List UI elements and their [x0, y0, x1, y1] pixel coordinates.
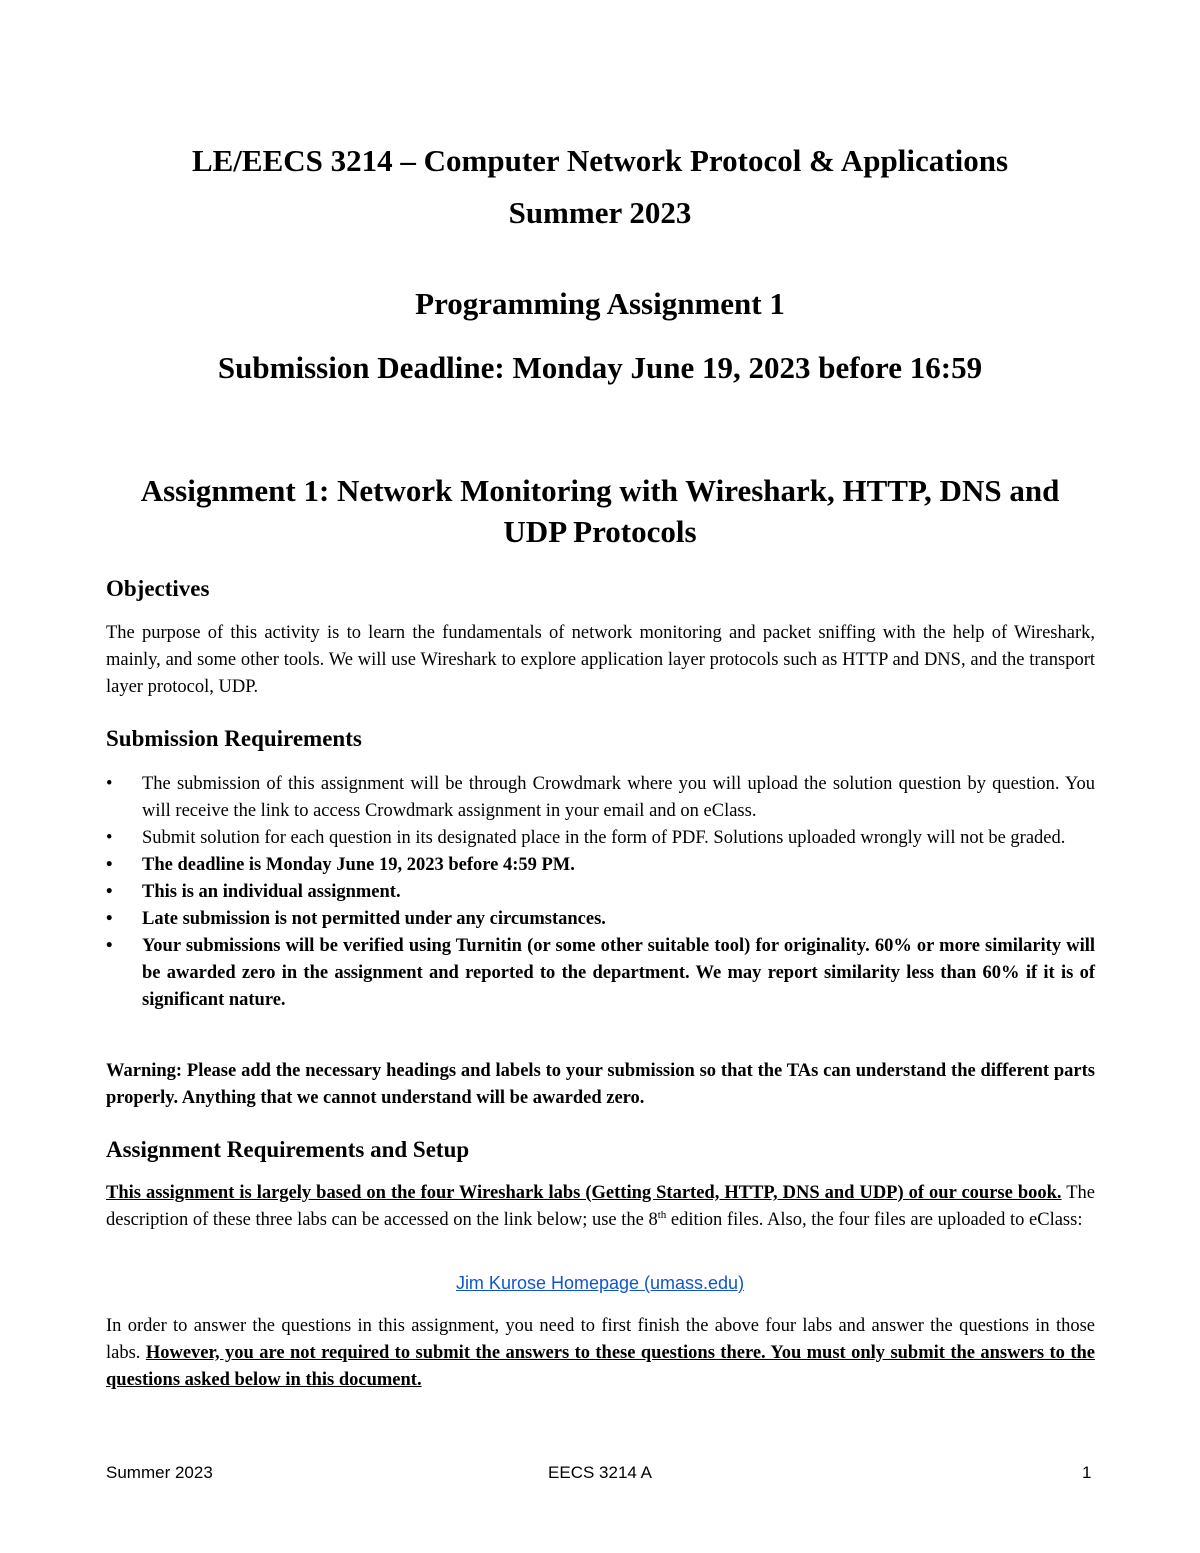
list-item [106, 771, 1095, 825]
course-title: LE/EECS 3214 – Computer Network Protocol & Applications [191, 143, 1009, 178]
setup-intro-underlined: This assignment is largely based on the four Wireshark labs (Getting Started, HTTP, DNS and UDP) of our course book. [106, 1183, 1062, 1203]
edition-superscript: th [657, 1208, 667, 1221]
assignment-label: Programming Assignment 1 [415, 286, 785, 321]
bullet-icon: • [106, 855, 113, 875]
bullet-text: The submission of this assignment will be through Crowdmark where you will upload the solution question by question. You will receive the link to access Crowdmark assignment in your email and on eClass. [142, 774, 1095, 821]
submission-heading: Submission Requirements [106, 726, 362, 751]
setup-heading: Assignment Requirements and Setup [106, 1137, 470, 1162]
warning-text: Warning: Please add the necessary headings and labels to your submission so that the TAs can understand the different parts properly. Anything that we cannot understand will be awarded zero. [106, 1061, 1095, 1108]
bullet-icon: • [106, 909, 113, 929]
assignment-title-line1: Assignment 1: Network Monitoring with Wireshark, HTTP, DNS and [140, 473, 1060, 508]
submission-deadline: Submission Deadline: Monday June 19, 2023 before 16:59 [217, 350, 983, 385]
list-item [106, 933, 1095, 1014]
objectives-heading: Objectives [106, 576, 210, 601]
bullet-icon: • [106, 936, 113, 956]
bullet-icon: • [106, 828, 113, 848]
objectives-text: The purpose of this activity is to learn the fundamentals of network monitoring and packet sniffing with the help of Wireshark, mainly, and some other tools. We will use Wireshark to explore application layer protocols such as HTTP and DNS, and the transport layer protocol, UDP. [106, 623, 1095, 697]
assignment-title-line2: UDP Protocols [503, 514, 697, 549]
setup-closing-emphasis: However, you are not required to submit the answers to these questions there. You must only submit the answers to the questions asked below in this document. [106, 1343, 1095, 1390]
bullet-text: Your submissions will be verified using Turnitin (or some other suitable tool) for originality. 60% or more similarity will be awarded zero in the assignment and reported to the department. We may report similarity less than 60% if it is of significant nature. [142, 936, 1095, 1010]
bullet-text: This is an individual assignment. [142, 882, 401, 902]
setup-closing-text: In order to answer the questions in this assignment, you need to first finish the above four labs and answer the questions in those labs. [106, 1316, 1095, 1363]
term-title: Summer 2023 [508, 195, 692, 230]
footer-left: Summer 2023 [106, 1463, 213, 1482]
setup-intro [106, 1180, 1095, 1234]
list-item [106, 879, 1095, 906]
bullet-text: Submit solution for each question in its designated place in the form of PDF. Solutions uploaded wrongly will not be graded. [142, 828, 1066, 848]
footer-center: EECS 3214 A [548, 1463, 652, 1482]
list-item [106, 825, 1095, 852]
bullet-icon: • [106, 774, 113, 794]
bullet-text: Late submission is not permitted under any circumstances. [142, 909, 606, 929]
bullet-text: The deadline is Monday June 19, 2023 before 4:59 PM. [142, 855, 575, 875]
list-item [106, 852, 1095, 879]
setup-intro-text: The description of these three labs can be accessed on the link below; use the 8 [106, 1183, 1095, 1230]
list-item [106, 906, 1095, 933]
submission-bullet-list [106, 771, 1095, 1014]
page-number: 1 [1082, 1463, 1092, 1482]
setup-closing [106, 1313, 1095, 1394]
kurose-homepage-link[interactable]: Jim Kurose Homepage (umass.edu) [455, 1273, 745, 1293]
setup-intro-text-end: edition files. Also, the four files are uploaded to eClass: [666, 1210, 1083, 1230]
bullet-icon: • [106, 882, 113, 902]
